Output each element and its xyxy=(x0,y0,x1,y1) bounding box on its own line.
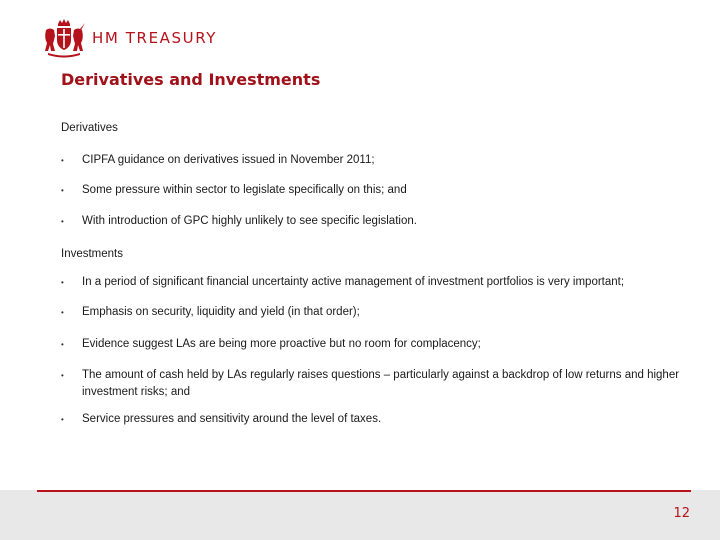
list-item xyxy=(61,367,701,401)
bullet-marker: • xyxy=(61,308,64,317)
list-item-text: In a period of significant financial uncertainty active management of investment portfolios is very important; xyxy=(82,276,625,288)
page-number: 12 xyxy=(673,506,690,521)
list-item xyxy=(61,152,701,169)
page-title: Derivatives and Investments xyxy=(61,70,321,89)
bullet-marker: • xyxy=(61,415,64,424)
list-item xyxy=(61,274,701,291)
list-item xyxy=(61,411,701,428)
royal-coat-of-arms-icon xyxy=(42,18,86,58)
list-item-text: Some pressure within sector to legislate specifically on this; and xyxy=(82,184,407,196)
list-item-text: CIPFA guidance on derivatives issued in November 2011; xyxy=(82,154,375,166)
slide-content xyxy=(61,120,701,428)
list-item-text: Service pressures and sensitivity around the level of taxes. xyxy=(82,413,382,425)
bullet-marker: • xyxy=(61,186,64,195)
bullet-marker: • xyxy=(61,371,64,380)
bullet-marker: • xyxy=(61,278,64,287)
list-item xyxy=(61,182,701,199)
list-item-text: Evidence suggest LAs are being more proactive but no room for complacency; xyxy=(82,338,481,350)
header xyxy=(42,18,217,58)
list-item xyxy=(61,304,701,321)
list-item-text: Emphasis on security, liquidity and yield (in that order); xyxy=(82,306,360,318)
footer-bar xyxy=(0,490,720,540)
section-label-derivatives: Derivatives xyxy=(61,122,118,134)
list-item-text: With introduction of GPC highly unlikely to see specific legislation. xyxy=(82,215,417,227)
bullet-marker: • xyxy=(61,156,64,165)
section-label-investments: Investments xyxy=(61,248,123,260)
bullet-marker: • xyxy=(61,340,64,349)
list-item xyxy=(61,336,701,353)
footer-divider xyxy=(37,490,691,492)
list-item-text: The amount of cash held by LAs regularly raises questions – particularly against a backdrop of low returns and higher investment risks; and xyxy=(82,369,680,398)
bullet-marker: • xyxy=(61,217,64,226)
organisation-name: HM TREASURY xyxy=(92,29,218,47)
list-item xyxy=(61,213,701,230)
